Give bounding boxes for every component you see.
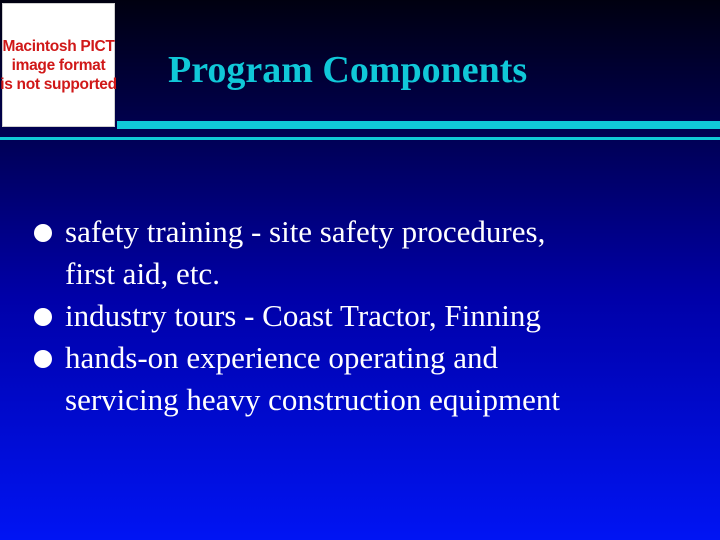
bullet-item-hands-on-experience — [34, 337, 704, 421]
bullet-text-line: servicing heavy construction equipment — [65, 382, 561, 417]
bullet-item-safety-training — [34, 211, 704, 295]
bullet-list — [34, 211, 704, 421]
unsupported-image-placeholder — [2, 3, 115, 127]
bullet-text-line: first aid, etc. — [65, 256, 220, 291]
bullet-text-line: industry tours - Coast Tractor, Finning — [65, 298, 541, 333]
slide-title: Program Components — [168, 49, 528, 91]
bullet-item-industry-tours — [34, 295, 704, 337]
placeholder-text-line: is not supported — [0, 75, 117, 93]
title-rule-thick — [117, 121, 720, 129]
placeholder-text-line: Macintosh PICT — [2, 37, 115, 55]
bullet-dot-icon — [34, 224, 52, 242]
title-rule-thin — [0, 137, 720, 140]
placeholder-text-line: image format — [11, 56, 106, 74]
bullet-dot-icon — [34, 350, 52, 368]
bullet-dot-icon — [34, 308, 52, 326]
bullet-text-line: safety training - site safety procedures, — [65, 214, 546, 249]
bullet-text-line: hands-on experience operating and — [65, 340, 498, 375]
